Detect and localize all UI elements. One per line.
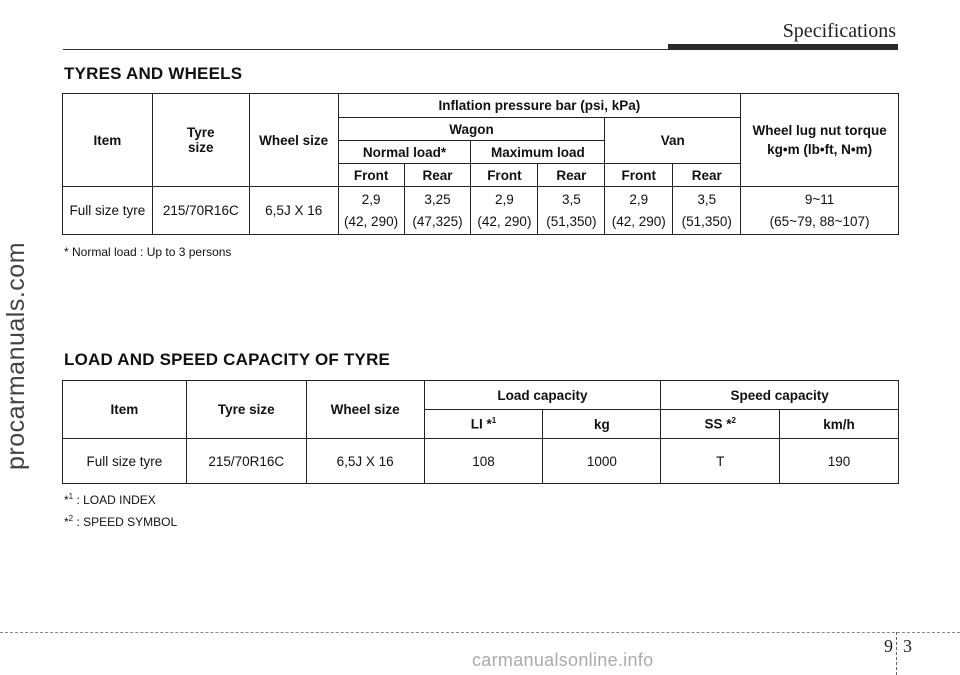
table-row [63,439,899,484]
cell-pressure [471,187,538,235]
header-tyre-size-line2: size [188,140,214,155]
note-text: : SPEED SYMBOL [73,515,178,529]
cell-pressure [338,187,404,235]
header-front: Front [605,164,673,187]
cell-pressure [404,187,471,235]
header-li-sup: 1 [491,416,497,426]
note-marker: * [64,493,69,507]
cell-wheel-size: 6,5J X 16 [249,187,338,235]
cell-li: 108 [424,439,543,484]
header-kg: kg [543,410,661,439]
cell-torque [741,187,899,235]
pressure-bar: 2,9 [629,191,649,207]
tyres-wheels-table [62,93,899,235]
pressure-bar: 2,9 [495,191,514,207]
header-ss-sup: 2 [731,416,736,426]
header-wagon: Wagon [338,118,605,141]
load-speed-table [62,380,899,484]
cell-kg: 1000 [543,439,661,484]
cell-ss: T [661,439,780,484]
speed-symbol-note [64,514,177,529]
header-kmh: km/h [780,410,899,439]
header-van: Van [605,118,741,164]
footer-watermark: carmanualsonline.info [472,650,654,670]
note-sup: 2 [68,514,74,523]
header-wheel-size: Wheel size [306,381,424,439]
header-wheel-size: Wheel size [249,94,338,187]
header-tyre-size: Tyre size [186,381,306,439]
cell-pressure [538,187,605,235]
torque-converted: (65~79, 88~107) [769,213,870,229]
header-tyre-size-line1: Tyre [187,125,215,140]
header-tyre-size [152,94,249,187]
pressure-bar: 3,25 [424,191,451,207]
pressure-psi-kpa: (51,350) [546,213,597,229]
note-marker: * [64,515,69,529]
load-speed-title: LOAD AND SPEED CAPACITY OF TYRE [64,350,391,369]
page-number: 3 [903,636,912,656]
cell-tyre-size: 215/70R16C [152,187,249,235]
cell-kmh: 190 [780,439,899,484]
pressure-bar: 3,5 [561,191,581,207]
side-watermark: procarmanuals.com [2,241,30,470]
header-speed-symbol [661,410,780,439]
pressure-psi-kpa: (51,350) [681,213,732,229]
header-torque-line1: Wheel lug nut torque [752,123,887,138]
header-speed-capacity: Speed capacity [661,381,899,410]
header-rear: Rear [673,164,741,187]
load-index-note [64,492,156,507]
footer-rule [0,632,960,633]
header-front: Front [471,164,538,187]
header-front: Front [338,164,404,187]
header-normal-load: Normal load* [338,141,471,164]
pressure-psi-kpa: (42, 290) [477,213,532,229]
header-item: Item [63,381,187,439]
cell-item: Full size tyre [63,187,153,235]
header-item: Item [63,94,153,187]
note-sup: 1 [68,492,74,501]
note-text: : LOAD INDEX [73,493,156,507]
cell-wheel-size: 6,5J X 16 [306,439,424,484]
page-header-title: Specifications [782,20,896,42]
chapter-number: 9 [884,636,893,656]
header-inflation: Inflation pressure bar (psi, kPa) [338,94,741,118]
header-load-index [424,410,543,439]
tyres-wheels-title: TYRES AND WHEELS [64,64,243,83]
page-number-separator [896,632,897,675]
header-li-label: LI * [470,416,492,432]
header-torque-line2: kg•m (lb•ft, N•m) [767,142,873,157]
header-rear: Rear [404,164,471,187]
header-load-capacity: Load capacity [424,381,661,410]
torque-value: 9~11 [804,191,835,207]
cell-pressure [673,187,741,235]
pressure-psi-kpa: (42, 290) [344,213,399,229]
normal-load-note: * Normal load : Up to 3 persons [64,245,232,259]
cell-pressure [605,187,673,235]
pressure-bar: 2,9 [361,191,381,207]
header-ss-label: SS * [704,416,732,432]
pressure-psi-kpa: (47,325) [412,213,463,229]
header-rule-accent [668,44,898,50]
cell-item: Full size tyre [63,439,187,484]
pressure-bar: 3,5 [697,191,717,207]
header-maximum-load: Maximum load [471,141,605,164]
header-torque [741,94,899,187]
table-row [63,187,899,235]
cell-tyre-size: 215/70R16C [186,439,306,484]
header-rear: Rear [538,164,605,187]
pressure-psi-kpa: (42, 290) [611,213,666,229]
